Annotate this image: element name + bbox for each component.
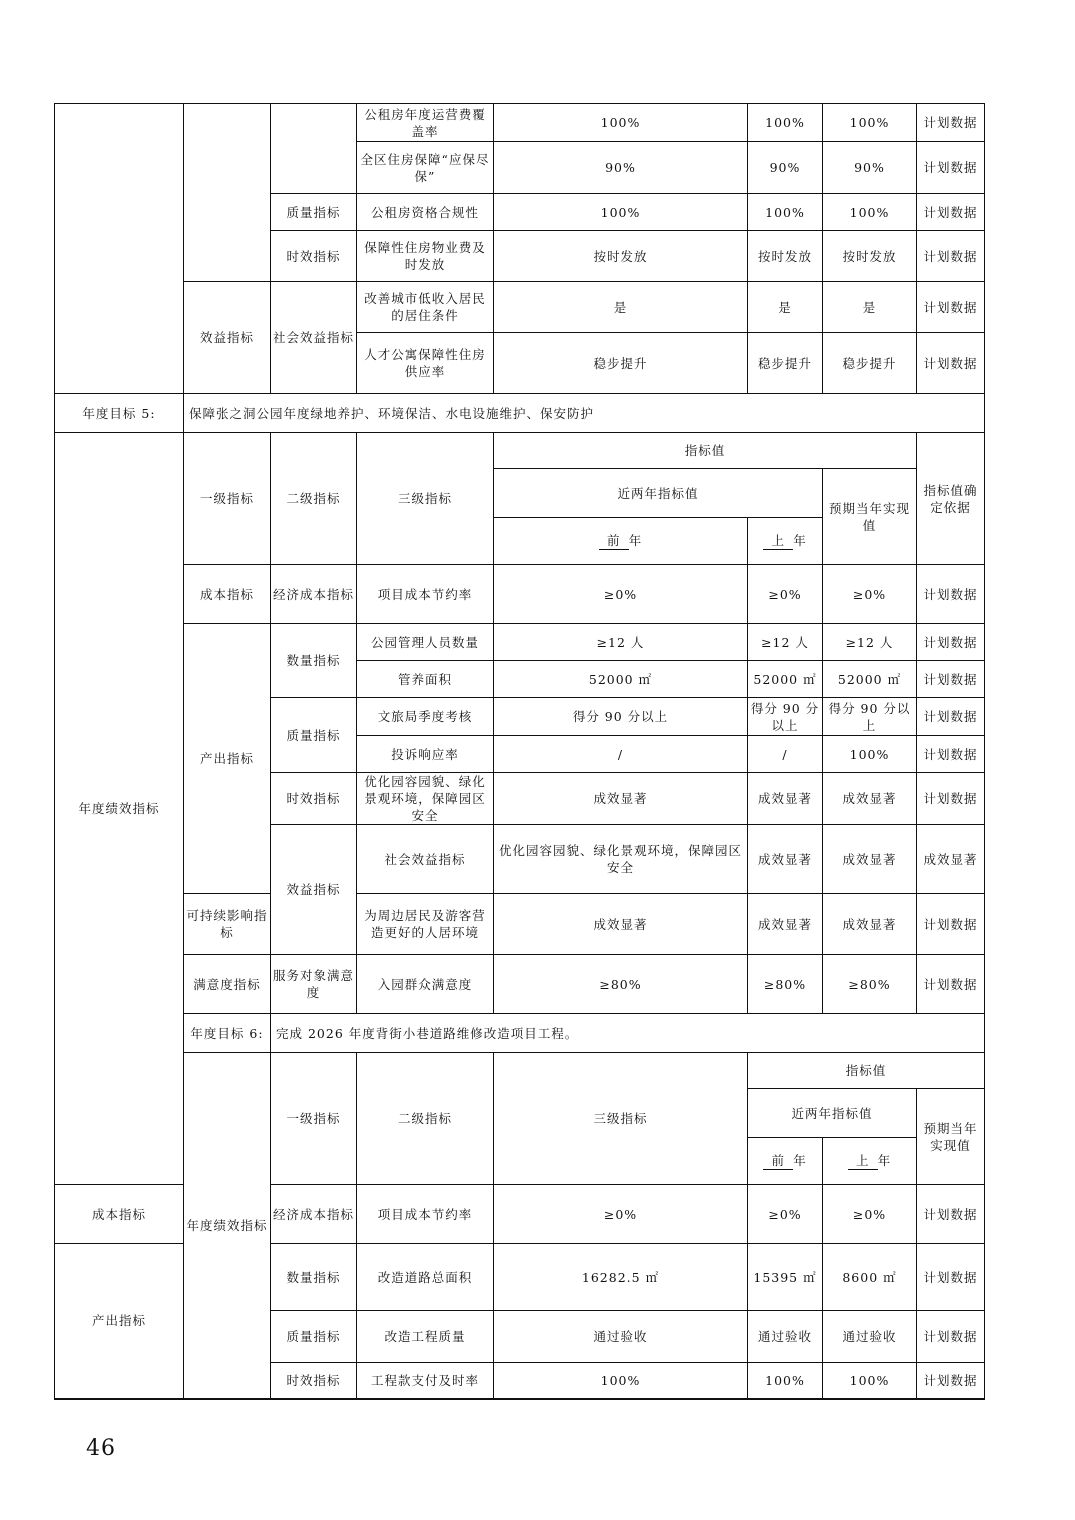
header-recent-two-years: 近两年指标值	[748, 1089, 917, 1138]
header-recent-two-years: 近两年指标值	[494, 469, 823, 518]
table-row	[55, 282, 985, 333]
table-row	[55, 624, 985, 661]
expected-value: ≥80%	[823, 955, 917, 1014]
l3-cell: 为周边居民及游客营造更好的人居环境	[357, 894, 494, 955]
l3-cell: 入园群众满意度	[357, 955, 494, 1014]
last-year-value: /	[748, 736, 823, 773]
last-year-value: ≥12 人	[748, 624, 823, 661]
basis-cell: 计划数据	[917, 104, 985, 142]
last-year-value: 按时发放	[748, 231, 823, 282]
prev-year-value: 成效显著	[748, 825, 823, 894]
header-expected: 预期当年实现值	[823, 469, 917, 565]
year-suffix: 年	[877, 1153, 892, 1168]
basis-cell: 计划数据	[917, 955, 985, 1014]
l3-cell: 公园管理人员数量	[357, 624, 494, 661]
header-indicator-value: 指标值	[748, 1053, 985, 1089]
basis-cell: 计划数据	[917, 565, 985, 624]
basis-cell: 计划数据	[917, 194, 985, 231]
l1-cell: 成本指标	[55, 1185, 184, 1244]
l2-cell: 数量指标	[271, 624, 357, 698]
l3-cell: 优化园容园貌、绿化景观环境，保障园区安全	[494, 825, 748, 894]
prev-year-value: 稳步提升	[494, 333, 748, 394]
perf-label-cell: 年度绩效指标	[55, 433, 184, 1185]
prev-year-value: 100%	[494, 104, 748, 142]
last-year-value: ≥80%	[748, 955, 823, 1014]
last-year-value: 90%	[748, 142, 823, 194]
l2-cell: 数量指标	[271, 1244, 357, 1311]
table-row	[55, 104, 985, 142]
last-year-fill: 上	[848, 1152, 878, 1170]
l2-cell: 经济成本指标	[271, 1185, 357, 1244]
prev-year-fill: 前	[763, 1152, 793, 1170]
expected-value: 得分 90 分以上	[823, 698, 917, 736]
header-last-year	[823, 1138, 917, 1185]
expected-value: 成效显著	[823, 773, 917, 825]
table-row	[55, 565, 985, 624]
basis-cell: 计划数据	[917, 333, 985, 394]
l3-cell: 改造道路总面积	[357, 1244, 494, 1311]
l2-cell: 社会效益指标	[271, 282, 357, 394]
year-suffix: 年	[628, 533, 643, 548]
last-year-value: 得分 90 分以上	[748, 698, 823, 736]
basis-cell: 计划数据	[917, 282, 985, 333]
prev-year-value: 是	[494, 282, 748, 333]
header-l1: 一级指标	[184, 433, 271, 565]
expected-value: ≥12 人	[823, 624, 917, 661]
l3-cell: 管养面积	[357, 661, 494, 698]
l1-cell: 成本指标	[184, 565, 271, 624]
expected-value: 100%	[823, 104, 917, 142]
last-year-value: 成效显著	[748, 894, 823, 955]
last-year-value: 是	[748, 282, 823, 333]
expected-value: 100%	[823, 736, 917, 773]
header-row	[55, 433, 985, 469]
expected-value: 52000 ㎡	[823, 661, 917, 698]
l2-cell: 时效指标	[271, 773, 357, 825]
prev-year-value: ≥80%	[494, 955, 748, 1014]
goal-label: 年度目标 5:	[55, 394, 184, 433]
header-l3: 三级指标	[494, 1053, 748, 1185]
expected-value: 90%	[823, 142, 917, 194]
performance-table	[54, 103, 985, 1400]
goal-row	[55, 394, 985, 433]
prev-year-fill: 前	[599, 532, 629, 550]
expected-value: 100%	[823, 1363, 917, 1399]
expected-value: 成效显著	[917, 825, 985, 894]
expected-value: 通过验收	[823, 1311, 917, 1363]
basis-cell: 计划数据	[917, 1185, 985, 1244]
header-l2: 二级指标	[357, 1053, 494, 1185]
header-prev-year	[494, 518, 748, 565]
last-year-value: 100%	[748, 1363, 823, 1399]
prev-year-value: ≥0%	[494, 565, 748, 624]
goal-text: 保障张之洞公园年度绿地养护、环境保洁、水电设施维护、保安防护	[184, 394, 985, 433]
year-suffix: 年	[793, 533, 807, 548]
last-year-value: ≥0%	[748, 565, 823, 624]
basis-cell: 计划数据	[917, 231, 985, 282]
goal-text: 完成 2026 年度背街小巷道路维修改造项目工程。	[271, 1014, 985, 1053]
basis-cell: 计划数据	[917, 624, 985, 661]
l1-cell: 效益指标	[184, 282, 271, 394]
prev-year-value: 16282.5 ㎡	[494, 1244, 748, 1311]
prev-year-value: /	[494, 736, 748, 773]
basis-cell: 计划数据	[917, 698, 985, 736]
l3-cell: 全区住房保障“应保尽保”	[357, 142, 494, 194]
prev-year-value: 90%	[494, 142, 748, 194]
last-year-value: 成效显著	[823, 825, 917, 894]
prev-year-value: ≥0%	[494, 1185, 748, 1244]
prev-year-value: ≥12 人	[494, 624, 748, 661]
prev-year-value: 按时发放	[494, 231, 748, 282]
l3-cell: 保障性住房物业费及时发放	[357, 231, 494, 282]
l2-cell	[271, 104, 357, 194]
table-row	[55, 894, 985, 955]
prev-year-value: 成效显著	[494, 894, 748, 955]
header-row	[55, 1053, 985, 1089]
last-year-value: 成效显著	[748, 773, 823, 825]
expected-value: 8600 ㎡	[823, 1244, 917, 1311]
basis-cell: 计划数据	[917, 142, 985, 194]
expected-value: 稳步提升	[823, 333, 917, 394]
prev-year-value: 通过验收	[494, 1311, 748, 1363]
l3-cell: 改造工程质量	[357, 1311, 494, 1363]
last-year-value: 100%	[748, 104, 823, 142]
l3-cell: 改善城市低收入居民的居住条件	[357, 282, 494, 333]
l3-cell: 文旅局季度考核	[357, 698, 494, 736]
last-year-value: 15395 ㎡	[748, 1244, 823, 1311]
basis-cell: 计划数据	[917, 661, 985, 698]
year-suffix: 年	[793, 1153, 807, 1168]
expected-value: ≥0%	[823, 565, 917, 624]
last-year-value: ≥0%	[748, 1185, 823, 1244]
l2-cell: 质量指标	[271, 698, 357, 773]
l2-cell: 服务对象满意度	[271, 955, 357, 1014]
expected-value: ≥0%	[823, 1185, 917, 1244]
l2-cell: 时效指标	[271, 1363, 357, 1399]
header-l1: 一级指标	[271, 1053, 357, 1185]
expected-value: 成效显著	[823, 894, 917, 955]
last-year-value: 100%	[748, 194, 823, 231]
last-year-value: 通过验收	[748, 1311, 823, 1363]
prev-year-value: 成效显著	[494, 773, 748, 825]
l3-cell: 项目成本节约率	[357, 1185, 494, 1244]
goal-label: 年度目标 6:	[184, 1014, 271, 1053]
perf-label-cell	[55, 104, 184, 394]
l1-cell	[184, 104, 271, 282]
header-last-year	[748, 518, 823, 565]
header-l2: 二级指标	[271, 433, 357, 565]
l3-cell: 公租房资格合规性	[357, 194, 494, 231]
l3-cell: 项目成本节约率	[357, 565, 494, 624]
l2-cell: 经济成本指标	[271, 565, 357, 624]
basis-cell: 计划数据	[917, 1311, 985, 1363]
header-l3: 三级指标	[357, 433, 494, 565]
expected-value: 按时发放	[823, 231, 917, 282]
prev-year-value: 52000 ㎡	[494, 661, 748, 698]
l1-cell: 满意度指标	[184, 955, 271, 1014]
header-indicator-value: 指标值	[494, 433, 917, 469]
expected-value: 是	[823, 282, 917, 333]
last-year-value: 稳步提升	[748, 333, 823, 394]
expected-value: 100%	[823, 194, 917, 231]
l3-cell: 人才公寓保障性住房供应率	[357, 333, 494, 394]
table-row	[55, 955, 985, 1014]
header-basis: 指标值确定依据	[917, 433, 985, 565]
basis-cell: 计划数据	[917, 1244, 985, 1311]
l1-cell: 产出指标	[55, 1244, 184, 1399]
l2-cell: 社会效益指标	[357, 825, 494, 894]
l2-cell: 时效指标	[271, 231, 357, 282]
header-prev-year	[748, 1138, 823, 1185]
header-expected: 预期当年实现值	[917, 1089, 985, 1185]
l2-cell: 质量指标	[271, 194, 357, 231]
l3-cell: 优化园容园貌、绿化景观环境，保障园区安全	[357, 773, 494, 825]
l1-cell: 效益指标	[271, 825, 357, 955]
basis-cell: 计划数据	[917, 1363, 985, 1399]
last-year-value: 52000 ㎡	[748, 661, 823, 698]
basis-cell: 计划数据	[917, 773, 985, 825]
l2-cell: 质量指标	[271, 1311, 357, 1363]
l3-cell: 公租房年度运营费覆盖率	[357, 104, 494, 142]
l2-cell: 可持续影响指标	[184, 894, 271, 955]
basis-cell: 计划数据	[917, 736, 985, 773]
basis-cell: 计划数据	[917, 894, 985, 955]
goal-row	[55, 1014, 985, 1053]
page-number: 46	[86, 1436, 116, 1461]
prev-year-value: 得分 90 分以上	[494, 698, 748, 736]
prev-year-value: 100%	[494, 1363, 748, 1399]
l3-cell: 投诉响应率	[357, 736, 494, 773]
l3-cell: 工程款支付及时率	[357, 1363, 494, 1399]
prev-year-value: 100%	[494, 194, 748, 231]
last-year-fill: 上	[763, 532, 793, 550]
l1-cell: 产出指标	[184, 624, 271, 894]
perf-label-cell: 年度绩效指标	[184, 1053, 271, 1399]
